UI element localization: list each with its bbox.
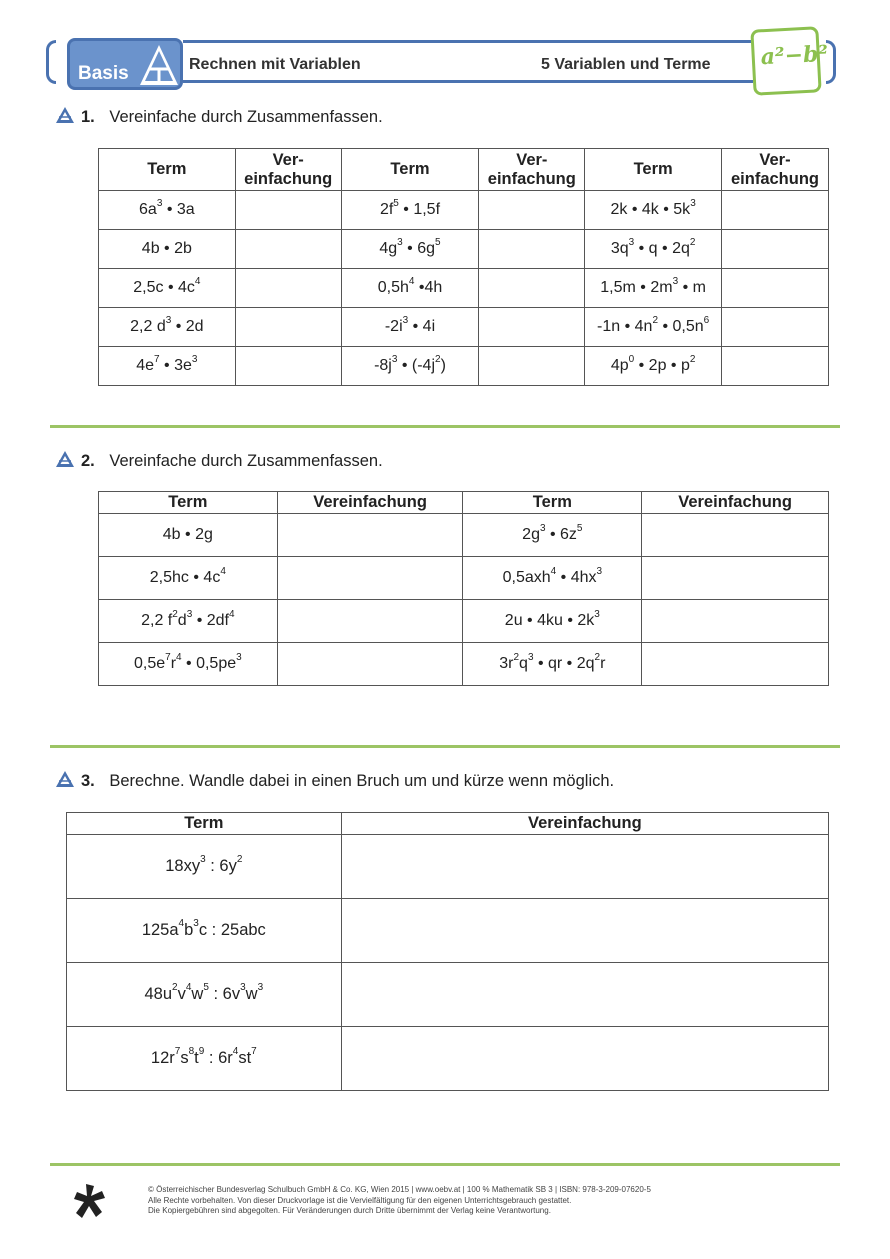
table-header-row: [99, 149, 829, 191]
term-cell: $125a^4b^3c$ : 25abc: [67, 899, 342, 963]
col-term: Term: [463, 492, 642, 514]
answer-cell[interactable]: [277, 643, 463, 686]
term-cell: 4b • 2b: [99, 230, 236, 269]
table-row: [99, 269, 829, 308]
term-cell: $3q^3$ • q • $2q^2$: [585, 230, 722, 269]
answer-cell[interactable]: [479, 269, 585, 308]
term-cell: $-8j^3$ • $(-4j^2)$: [341, 347, 479, 386]
footer-line-2: Alle Rechte vorbehalten. Von dieser Druckvorlage ist die Vervielfältigung für den eigenen Unterrichtsgebrauch gestattet.: [148, 1195, 572, 1205]
term-cell: $12r^7s^8t^9$ : $6r^4st^7$: [67, 1027, 342, 1091]
term-cell: 2,2 $f^2d^3$ • $2df^4$: [99, 600, 278, 643]
term-cell: 2,5c • $4c^4$: [99, 269, 236, 308]
task-3-number: 3.: [81, 772, 95, 790]
task-3-instruction: Berechne. Wandle dabei in einen Bruch um und kürze wenn möglich.: [109, 772, 615, 790]
answer-cell[interactable]: [642, 600, 829, 643]
table-row: [99, 230, 829, 269]
header-chapter: 5 Variablen und Terme: [541, 56, 711, 73]
term-cell: 1,5m • $2m^3$ • m: [585, 269, 722, 308]
task-2-table: [98, 491, 829, 686]
answer-cell[interactable]: [341, 963, 828, 1027]
basis-badge: [67, 38, 183, 90]
col-term: Term: [99, 149, 236, 191]
answer-cell[interactable]: [479, 191, 585, 230]
publisher-logo-icon: [72, 1182, 110, 1220]
col-simplification: Vereinfachung: [642, 492, 829, 514]
answer-cell[interactable]: [721, 347, 828, 386]
term-cell: 2u • 4ku • $2k^3$: [463, 600, 642, 643]
answer-cell[interactable]: [642, 514, 829, 557]
term-cell: $0,5e^7r^4$ • $0,5pe^3$: [99, 643, 278, 686]
task-1-heading: [55, 108, 383, 127]
header-rule-top: [183, 40, 753, 43]
term-cell: -1n • $4n^2$ • $0,5n^6$: [585, 308, 722, 347]
answer-cell[interactable]: [235, 230, 341, 269]
answer-cell[interactable]: [721, 230, 828, 269]
table-row: [99, 191, 829, 230]
formula-badge: [750, 26, 829, 95]
basis-label: Basis: [78, 63, 129, 84]
footer-line-1: © Österreichischer Bundesverlag Schulbuch GmbH & Co. KG, Wien 2015 | www.oebv.at | 100 % Mathematik SB 3 | ISBN: 978-3-209-07620-5: [148, 1185, 651, 1194]
answer-cell[interactable]: [721, 308, 828, 347]
answer-cell[interactable]: [642, 643, 829, 686]
col-simplification: Vereinfachung: [341, 813, 828, 835]
term-cell: $6a^3$ • 3a: [99, 191, 236, 230]
term-cell: $4e^7$ • $3e^3$: [99, 347, 236, 386]
task-2-heading: [55, 452, 383, 471]
col-term: Term: [99, 492, 278, 514]
task-level-icon: [55, 106, 75, 124]
term-cell: 2,2 $d^3$ • 2d: [99, 308, 236, 347]
answer-cell[interactable]: [277, 514, 463, 557]
term-cell: $4p^0$ • 2p • $p^2$: [585, 347, 722, 386]
term-cell: 4b • 2g: [99, 514, 278, 557]
table-row: [99, 347, 829, 386]
term-cell: $18xy^3$ : $6y^2$: [67, 835, 342, 899]
term-cell: $2g^3$ • $6z^5$: [463, 514, 642, 557]
col-term: Term: [67, 813, 342, 835]
task-level-icon: [55, 450, 75, 468]
answer-cell[interactable]: [341, 835, 828, 899]
answer-cell[interactable]: [277, 600, 463, 643]
table-header-row: [99, 492, 829, 514]
section-divider: [50, 1163, 840, 1166]
answer-cell[interactable]: [721, 269, 828, 308]
term-cell: 0,5axh$^4$ • $4hx^3$: [463, 557, 642, 600]
col-term: Term: [585, 149, 722, 191]
answer-cell[interactable]: [235, 308, 341, 347]
col-simplification: Vereinfachung: [277, 492, 463, 514]
task-1-instruction: Vereinfache durch Zusammenfassen.: [109, 108, 383, 126]
term-cell: $3r^2q^3$ • qr • $2q^2r$: [463, 643, 642, 686]
table-row: [99, 643, 829, 686]
term-cell: $-2i^3$ • 4i: [341, 308, 479, 347]
table-row: [67, 1027, 829, 1091]
term-cell: $4g^3$ • $6g^5$: [341, 230, 479, 269]
task-3-heading: [55, 772, 614, 791]
answer-cell[interactable]: [642, 557, 829, 600]
answer-cell[interactable]: [479, 347, 585, 386]
answer-cell[interactable]: [235, 347, 341, 386]
section-divider: [50, 745, 840, 748]
answer-cell[interactable]: [235, 191, 341, 230]
answer-cell[interactable]: [721, 191, 828, 230]
col-simplification: Ver- einfachung: [479, 149, 585, 191]
answer-cell[interactable]: [277, 557, 463, 600]
table-row: [99, 308, 829, 347]
task-2-instruction: Vereinfache durch Zusammenfassen.: [109, 452, 383, 470]
table-row: [67, 835, 829, 899]
col-simplification: Ver- einfachung: [721, 149, 828, 191]
answer-cell[interactable]: [479, 230, 585, 269]
header-rule-bottom: [183, 80, 753, 83]
task-3-table: [66, 812, 829, 1091]
table-row: [99, 514, 829, 557]
answer-cell[interactable]: [341, 1027, 828, 1091]
footer-line-3: Die Kopiergebühren sind abgegolten. Für Veränderungen durch Dritte übernimmt der Verlag keine Verantwortung.: [148, 1206, 551, 1215]
answer-cell[interactable]: [235, 269, 341, 308]
answer-cell[interactable]: [479, 308, 585, 347]
term-cell: 2k • 4k • $5k^3$: [585, 191, 722, 230]
table-header-row: [67, 813, 829, 835]
header-bracket-left: [46, 40, 56, 84]
basis-triangle-icon: [138, 43, 180, 87]
table-row: [67, 899, 829, 963]
task-2-number: 2.: [81, 452, 95, 470]
term-cell: $48u^2v^4w^5$ : $6v^3w^3$: [67, 963, 342, 1027]
header-title: Rechnen mit Variablen: [189, 56, 361, 73]
table-row: [67, 963, 829, 1027]
formula-text: a²−b²: [760, 40, 829, 71]
term-cell: $0,5h^4$ •4h: [341, 269, 479, 308]
task-1-table: [98, 148, 829, 386]
table-row: [99, 557, 829, 600]
section-divider: [50, 425, 840, 428]
term-cell: 2,5hc • $4c^4$: [99, 557, 278, 600]
task-level-icon: [55, 770, 75, 788]
col-term: Term: [341, 149, 479, 191]
task-1-number: 1.: [81, 108, 95, 126]
col-simplification: Ver- einfachung: [235, 149, 341, 191]
footer-copyright: [148, 1185, 651, 1217]
table-row: [99, 600, 829, 643]
term-cell: $2f^5$ • 1,5f: [341, 191, 479, 230]
answer-cell[interactable]: [341, 899, 828, 963]
